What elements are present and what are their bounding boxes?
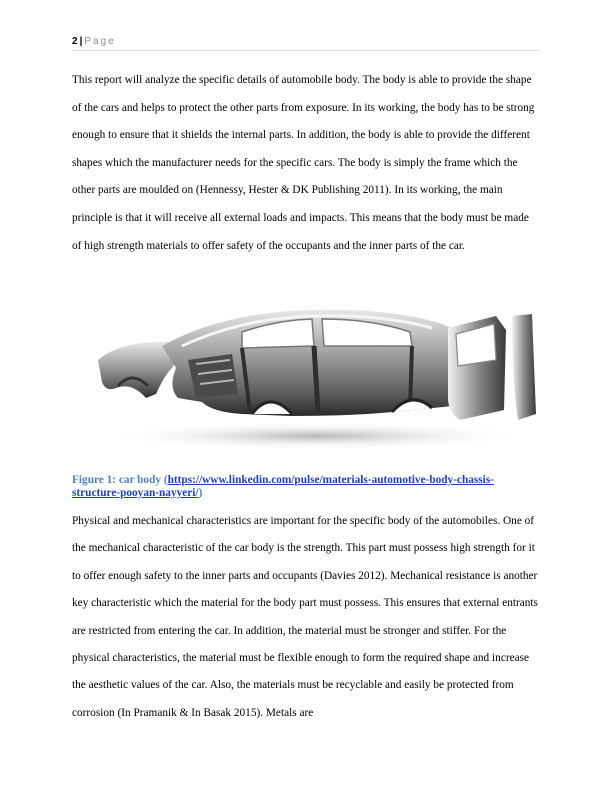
source-link[interactable]: https://www.linkedin.com/pulse/materials-automotive-body-chassis-structure-pooyan-nayyeri/ <box>72 474 494 499</box>
paragraph-text: This report will analyze the specific details of automobile body. The body is able to provide the shape of the cars and helps to protect the other parts from exposure. In its working, the body has to be strong enough to ensure that it shields the internal parts. In addition, the body is able to provide the different shapes which the manufacturer needs for the specific cars. The body is simply the frame which the other parts are moulded on (Hennessy, Hester & DK Publishing 2011). In its working, the main principle is that it will receive all external loads and impacts. This means that the body must be made of high strength materials to offer safety of the occupants and the inner parts of the car. <box>72 74 535 252</box>
caption-paren-close: ) <box>198 487 203 499</box>
body-paragraph-characteristics <box>72 508 540 727</box>
header-separator: | <box>79 36 83 47</box>
page-header <box>72 36 540 48</box>
page-number: 2 <box>72 36 78 47</box>
page-label: Page <box>84 36 116 47</box>
header-divider <box>72 50 540 51</box>
caption-paren-open: ( <box>163 474 168 486</box>
figure-label: Figure 1: car body <box>72 474 162 486</box>
car-body-figure <box>92 302 538 452</box>
body-paragraph-intro <box>72 67 540 260</box>
car-body-image <box>92 302 538 452</box>
figure-caption <box>72 474 540 500</box>
paragraph-text: Physical and mechanical characteristics are important for the specific body of the automobiles. One of the mechanical characteristic of the car body is the strength. This part must possess high strength for it to offer enough safety to the inner parts and occupants (Davies 2012). Mechanical resistance is another key characteristic which the material for the body part must possess. This ensures that external entrants are restricted from entering the car. In addition, the material must be stronger and stiffer. For the physical characteristics, the material must be flexible enough to form the required shape and increase the aesthetic values of the car. Also, the materials must be recyclable and easily be protected from corrosion (In Pramanik & In Basak 2015). Metals are <box>72 515 538 719</box>
